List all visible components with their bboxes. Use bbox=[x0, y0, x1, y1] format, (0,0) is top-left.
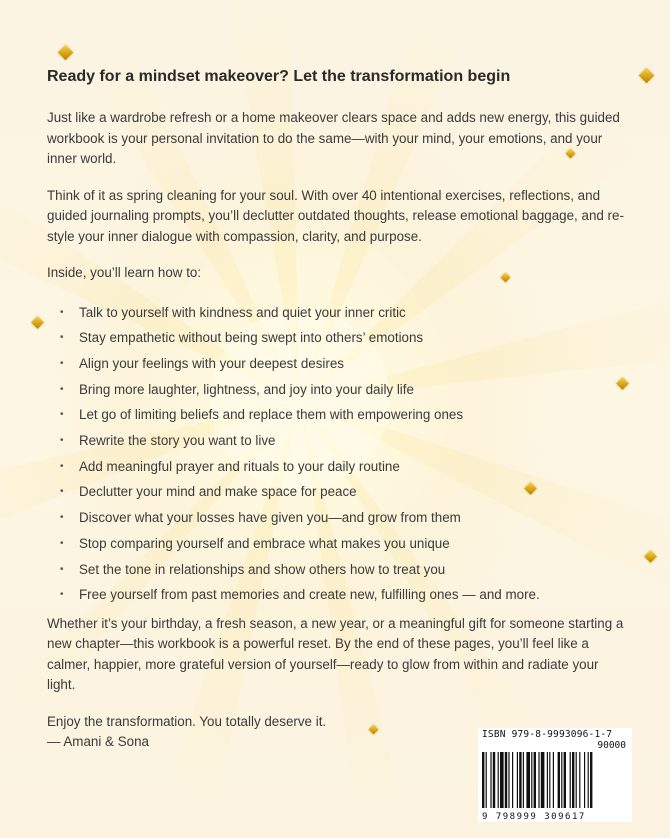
barcode-bar bbox=[570, 752, 571, 808]
barcode-bar bbox=[493, 752, 495, 808]
barcode-bar bbox=[531, 752, 532, 808]
barcode-number: 9 798999 309617 bbox=[482, 812, 586, 822]
barcode-bar bbox=[534, 752, 536, 808]
barcode-bar bbox=[490, 752, 491, 808]
barcode-bar bbox=[576, 752, 577, 808]
barcode-bars bbox=[482, 752, 628, 808]
barcode-bar bbox=[561, 752, 562, 808]
list-item: • Rewrite the story you want to live bbox=[47, 428, 627, 454]
isbn-label: ISBN 979-8-9993096-1-7 bbox=[482, 729, 613, 740]
author-signature: — Amani & Sona bbox=[47, 734, 149, 750]
closing-paragraph: Whether it’s your birthday, a fresh season, a new year, or a meaningful gift for someone starting a new chapter—this workbook is a powerful reset. By the end of these pages, you’ll feel like a calmer, happier, more grateful version of yourself—ready to glow from within and radiate your light. bbox=[47, 615, 624, 693]
price-code: 90000 bbox=[597, 740, 626, 751]
barcode-bar bbox=[508, 752, 509, 808]
barcode-bar bbox=[512, 752, 513, 808]
barcode-bar bbox=[553, 752, 554, 808]
barcode-bar bbox=[564, 752, 566, 808]
barcode-bar bbox=[526, 752, 530, 808]
barcode-bar bbox=[498, 752, 499, 808]
barcode-bar bbox=[523, 752, 524, 808]
barcode-bar bbox=[588, 752, 589, 808]
barcode-bar bbox=[519, 752, 521, 808]
barcode-bar bbox=[549, 752, 550, 808]
barcode-bar bbox=[486, 752, 487, 808]
spring-cleaning-paragraph: Think of it as spring cleaning for your soul. With over 40 intentional exercises, reflections, and guided journaling prompts, you’ll declutter outdated thoughts, release emotional baggage, and re-style your inner dialogue with compassion, clarity, and purpose. bbox=[47, 187, 624, 244]
intro-paragraph: Just like a wardrobe refresh or a home makeover clears space and adds new energy, this guided workbook is your personal invitation to do the same—with your mind, your emotions, and your inner world. bbox=[47, 110, 620, 166]
list-item: • Set the tone in relationships and show others how to treat you bbox=[47, 557, 627, 583]
list-item: • Free yourself from past memories and create new, fulfilling ones — and more. bbox=[47, 582, 627, 608]
barcode-bar bbox=[558, 752, 560, 808]
benefits-list bbox=[47, 300, 627, 608]
barcode-bar bbox=[584, 752, 585, 808]
cover-heading: Ready for a mindset makeover? Let the transformation begin bbox=[47, 68, 511, 85]
list-item: • Stop comparing yourself and embrace what makes you unique bbox=[47, 531, 627, 557]
list-intro: Inside, you’ll learn how to: bbox=[47, 265, 202, 280]
barcode-bar bbox=[547, 752, 548, 808]
barcode-bar bbox=[538, 752, 539, 808]
list-item: • Align your feelings with your deepest desires bbox=[47, 351, 627, 377]
barcode-bar bbox=[572, 752, 574, 808]
barcode-bar bbox=[590, 752, 592, 808]
list-item: • Let go of limiting beliefs and replace them with empowering ones bbox=[47, 402, 627, 428]
isbn-barcode bbox=[478, 728, 632, 822]
list-item: • Talk to yourself with kindness and quiet your inner critic bbox=[47, 300, 627, 326]
list-item: • Stay empathetic without being swept into others’ emotions bbox=[47, 325, 627, 351]
barcode-bar bbox=[579, 752, 580, 808]
barcode-bar bbox=[482, 752, 484, 808]
barcode-bar bbox=[517, 752, 518, 808]
list-item: • Add meaningful prayer and rituals to your daily routine bbox=[47, 454, 627, 480]
list-item: • Discover what your losses have given you—and grow from them bbox=[47, 505, 627, 531]
signoff-line: Enjoy the transformation. You totally deserve it. bbox=[47, 713, 327, 729]
description-content bbox=[47, 66, 627, 753]
list-item: • Declutter your mind and make space for peace bbox=[47, 479, 627, 505]
barcode-bar bbox=[500, 752, 504, 808]
list-item: • Bring more laughter, lightness, and joy into your daily life bbox=[47, 377, 627, 403]
barcode-bar bbox=[541, 752, 545, 808]
barcode-bar bbox=[505, 752, 507, 808]
